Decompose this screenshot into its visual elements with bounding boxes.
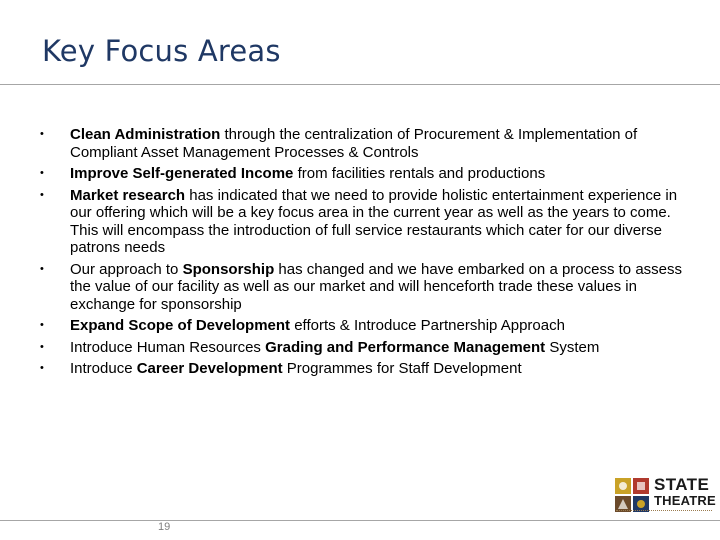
bullet-dot-icon: • xyxy=(40,188,44,201)
bullet-dot-icon: • xyxy=(40,167,44,179)
bullet-text xyxy=(70,339,599,356)
bullet-bold-run: Market research xyxy=(70,186,186,204)
bullet-text-run: through the centralization of Procurement & Implementation of Compliant Asset Management Processes & Controls xyxy=(70,126,638,161)
bullet-dot-icon: • xyxy=(40,340,44,353)
bullet-text-run: efforts & Introduce Partnership Approach xyxy=(290,317,565,334)
bullet-item xyxy=(0,187,700,257)
bullet-text xyxy=(70,360,522,377)
logo-text-theatre: THEATRE xyxy=(654,493,716,508)
bullet-text xyxy=(70,261,682,313)
bullet-item xyxy=(0,261,700,314)
bullet-text-run: from facilities rentals and productions xyxy=(293,165,546,182)
bullet-text xyxy=(70,165,545,182)
bullet-bold-run: Sponsorship xyxy=(182,260,275,278)
bullet-text-run: Our approach to xyxy=(70,260,183,278)
bullet-bold-run: Career Development xyxy=(136,360,283,377)
bullet-text-run: Introduce xyxy=(70,360,137,377)
bullet-text xyxy=(70,187,677,257)
bullet-item xyxy=(0,339,700,357)
slide-title: Key Focus Areas xyxy=(42,34,281,68)
bullet-dot-icon: • xyxy=(40,262,44,275)
bullet-item xyxy=(0,360,700,378)
state-theatre-emblem-icon xyxy=(614,477,650,513)
bullet-item xyxy=(0,165,700,183)
bullet-text xyxy=(70,126,637,161)
bullet-item xyxy=(0,126,700,161)
bullet-text-run: has indicated that we need to provide holistic entertainment experience in our offering which will be a key focus area in the current year as well as the years to come. This will encompass the introduction of full service restaurants which cater for our diverse patrons needs xyxy=(70,186,678,256)
bullet-bold-run: Grading and Performance Management xyxy=(265,338,546,356)
bullet-text-run: Programmes for Staff Development xyxy=(282,360,522,377)
bullet-text-run: Introduce Human Resources xyxy=(70,338,266,356)
page-number: 19 xyxy=(158,521,171,533)
state-theatre-logo xyxy=(614,474,714,516)
bullet-text xyxy=(70,317,565,334)
bullet-dot-icon: • xyxy=(40,319,44,331)
bullet-bold-run: Clean Administration xyxy=(70,126,221,143)
title-divider xyxy=(0,84,720,85)
bullet-dot-icon: • xyxy=(40,362,44,374)
bullet-item xyxy=(0,317,700,335)
footer-divider xyxy=(0,520,720,521)
bullet-bold-run: Improve Self-generated Income xyxy=(70,165,294,182)
bullet-text-run: has changed and we have embarked on a process to assess the value of our facility as well as our market and will henceforth trade these values in exchange for sponsorship xyxy=(70,260,683,313)
bullet-text-run: System xyxy=(545,338,600,356)
bullet-dot-icon: • xyxy=(40,128,44,140)
logo-tagline-rule xyxy=(616,510,712,513)
bullet-list xyxy=(0,126,700,382)
logo-text-state: STATE xyxy=(654,475,710,494)
bullet-bold-run: Expand Scope of Development xyxy=(70,317,291,334)
